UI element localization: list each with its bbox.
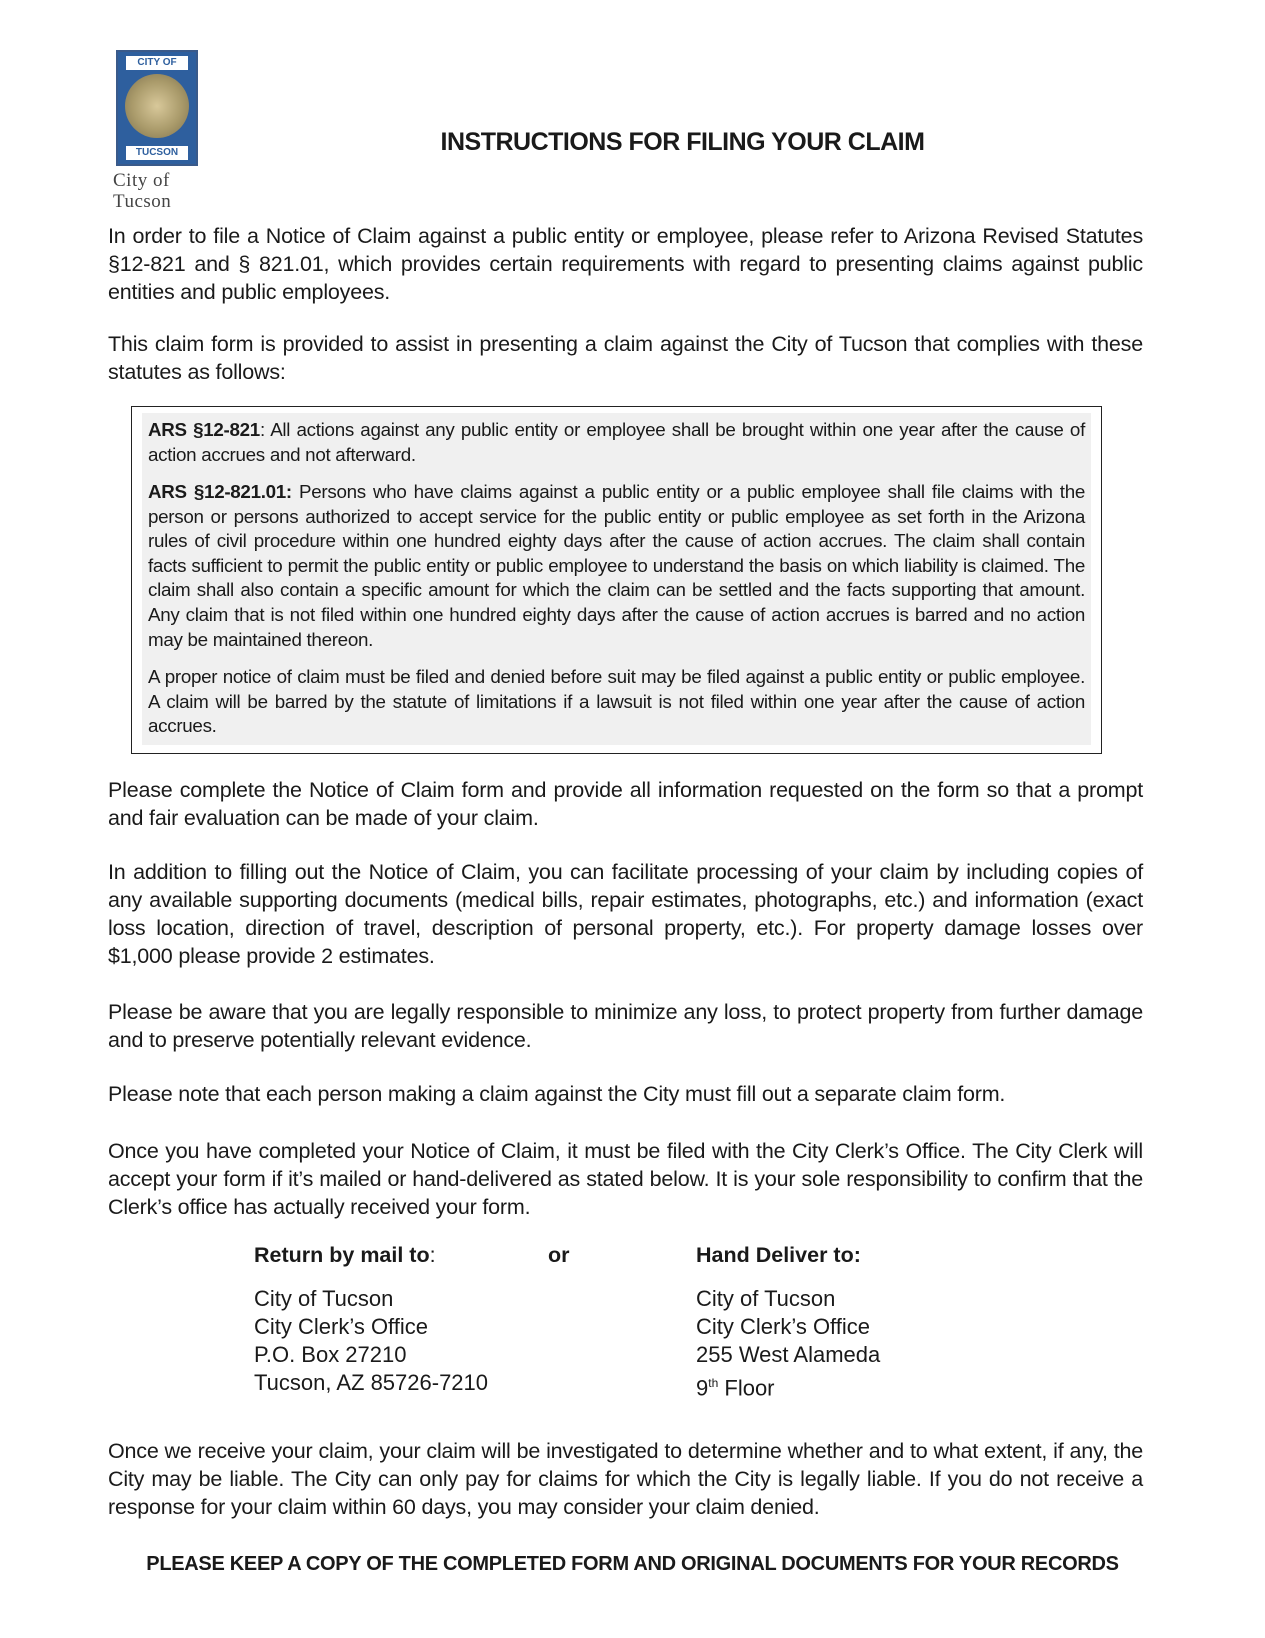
statute-12-821-label: ARS §12-821 (148, 419, 260, 440)
logo-name-line1: City of (113, 170, 170, 191)
logo-name-line2: Tucson (113, 191, 172, 212)
mail-heading-text: Return by mail to (254, 1243, 430, 1267)
mail-address-line: City Clerk’s Office (254, 1314, 429, 1339)
mail-address-line: Tucson, AZ 85726-7210 (254, 1370, 489, 1395)
notice-requirement: A proper notice of claim must be filed and denied before suit may be filed against a public entity or public employee. A claim will be barred by the statute of limitations if a lawsuit is not filed within one year after the cause of action accrues. (148, 666, 1085, 737)
logo-name (113, 170, 203, 212)
after-paragraph: Once we receive your claim, your claim will be investigated to determine whether and to what extent, if any, the City may be liable. The City can only pay for claims for which the City is legally liable. If you do not receive a response for your claim within 60 days, you may consider your claim denied. (108, 1439, 1143, 1519)
intro-paragraph: In order to file a Notice of Claim against a public entity or employee, please refer to Arizona Revised Statutes §12-821 and § 821.01, which provides certain requirements with regard to presenting claims against public entities and public employees. (108, 224, 1143, 304)
separate-form-paragraph: Please note that each person making a claim against the City must fill out a separate claim form. (108, 1082, 1006, 1106)
filing-paragraph: Once you have completed your Notice of Claim, it must be filed with the City Clerk’s Office. The City Clerk will accept your form if it’s mailed or hand-delivered as stated below. It is your sole responsibility to confirm that the Clerk’s office has actually received your form. (108, 1139, 1143, 1219)
hand-address-line: City of Tucson (696, 1286, 836, 1311)
page-title (0, 128, 1265, 157)
statute-12-821-01 (148, 480, 1085, 652)
badge-top-text: CITY OF (126, 56, 188, 70)
hand-deliver-heading: Hand Deliver to: (696, 1243, 861, 1267)
or-label: or (548, 1243, 570, 1267)
floor-suffix: th (708, 1376, 719, 1390)
statute-inner (142, 413, 1091, 745)
complete-paragraph: Please complete the Notice of Claim form and provide all information requested on the form so that a prompt and fair evaluation can be made of your claim. (108, 778, 1143, 830)
hand-address-line: City Clerk’s Office (696, 1314, 871, 1339)
records-footer: PLEASE KEEP A COPY OF THE COMPLETED FORM AND ORIGINAL DOCUMENTS FOR YOUR RECORDS (146, 1553, 1119, 1575)
mail-address-line: P.O. Box 27210 (254, 1342, 407, 1367)
statute-12-821-text: : All actions against any public entity or employee shall be brought within one year after the cause of action accrues and not afterward. (148, 419, 1086, 465)
floor-number: 9 (696, 1375, 709, 1401)
page-title-text: INSTRUCTIONS FOR FILING YOUR CLAIM (440, 128, 925, 156)
purpose-paragraph: This claim form is provided to assist in presenting a claim against the City of Tucson that complies with these statutes as follows: (108, 332, 1143, 384)
mail-heading (254, 1243, 436, 1268)
hand-address-floor (696, 1369, 775, 1402)
floor-word: Floor (718, 1375, 775, 1401)
mail-heading-colon: : (429, 1243, 436, 1267)
mail-address-line: City of Tucson (254, 1286, 394, 1311)
responsibility-paragraph: Please be aware that you are legally responsible to minimize any loss, to protect property from further damage and to preserve potentially relevant evidence. (108, 1000, 1143, 1052)
badge-bottom-text: TUCSON (126, 146, 188, 160)
statute-12-821-01-text: Persons who have claims against a public entity or a public employee shall file claims with the person or persons authorized to accept service for the public entity or public employee as set forth in the Arizona rules of civil procedure within one hundred eighty days after the cause of action accrues. The claim shall contain facts sufficient to permit the public entity or public employee to understand the basis on which liability is claimed. The claim shall also contain a specific amount for which the claim can be settled and the facts supporting that amount. Any claim that is not filed within one hundred eighty days after the cause of action accrues is barred and no action may be maintained thereon. (148, 481, 1085, 650)
statute-box (131, 406, 1102, 754)
hand-address-line: 255 West Alameda (696, 1342, 881, 1367)
documents-paragraph: In addition to filling out the Notice of Claim, you can facilitate processing of your claim by including copies of any available supporting documents (medical bills, repair estimates, photographs, etc.) and information (exact loss location, direction of travel, description of personal property, etc.). For property damage losses over $1,000 please provide 2 estimates. (108, 860, 1143, 968)
statute-12-821-01-label: ARS §12-821.01: (148, 481, 292, 502)
statute-12-821 (148, 418, 1085, 467)
